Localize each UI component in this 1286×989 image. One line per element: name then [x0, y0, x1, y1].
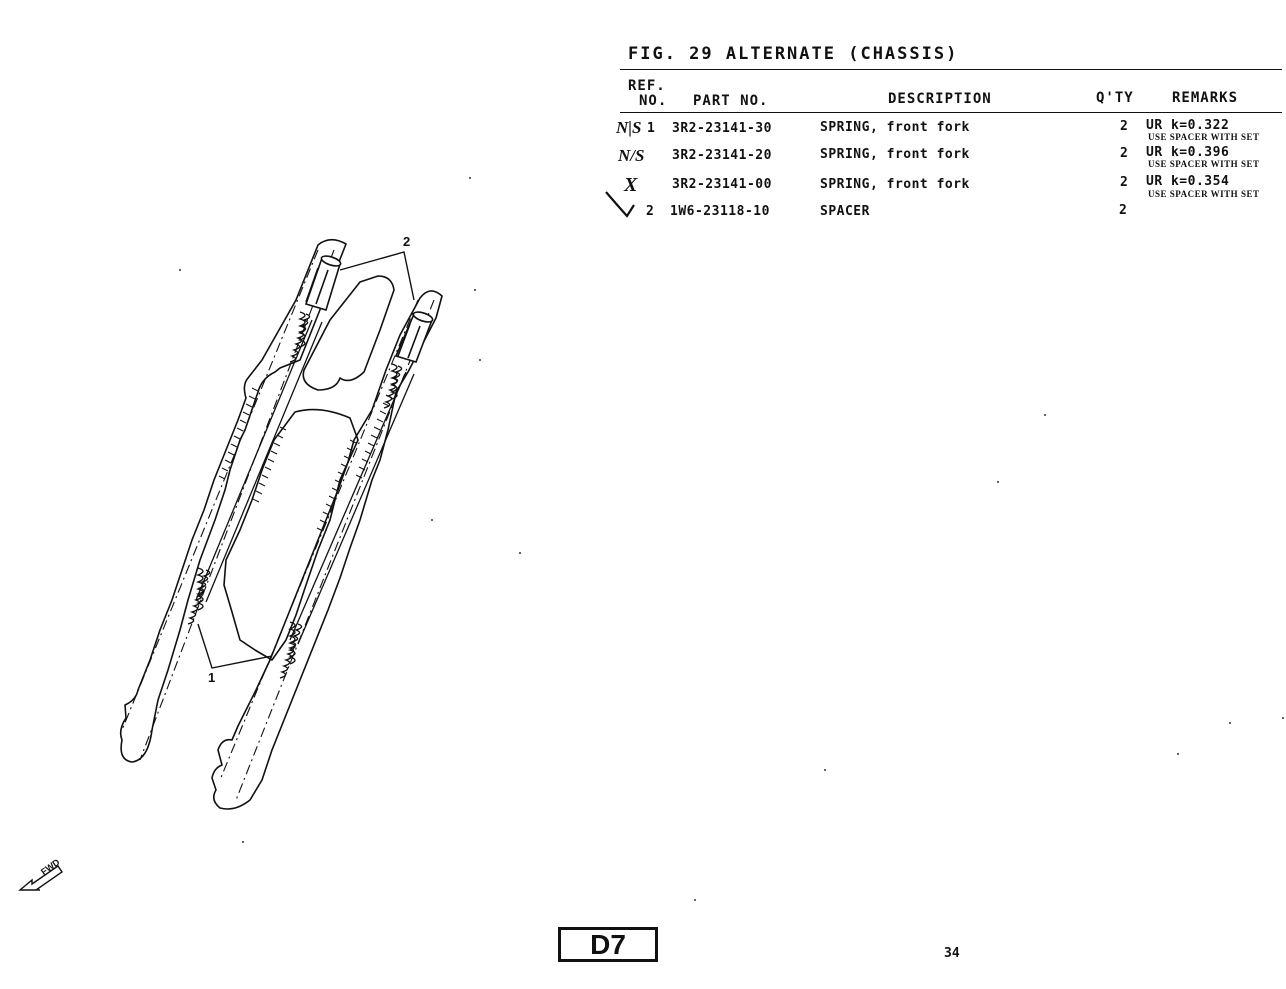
handwritten-mark: N|S	[616, 118, 642, 137]
page-number: 34	[944, 946, 960, 961]
description: SPRING, front fork	[820, 177, 970, 192]
ref-no: 1	[647, 121, 656, 136]
remarks: UR k=0.322	[1146, 118, 1230, 133]
col-remarks-label: REMARKS	[1172, 90, 1239, 106]
qty: 2	[1120, 175, 1129, 190]
remarks-note: USE SPACER WITH SET	[1148, 189, 1260, 199]
col-ref-label-2: NO.	[639, 93, 668, 109]
part-no: 1W6-23118-10	[670, 204, 770, 219]
ref-no: 2	[646, 204, 655, 219]
model-code-box: D7	[558, 927, 658, 962]
remarks: UR k=0.354	[1146, 174, 1230, 189]
col-part-no-label: PART NO.	[693, 93, 769, 109]
description: SPRING, front fork	[820, 147, 970, 162]
remarks-note: USE SPACER WITH SET	[1148, 159, 1260, 169]
callout-1: 1	[208, 670, 216, 685]
description: SPACER	[820, 204, 870, 219]
remarks: UR k=0.396	[1146, 145, 1230, 160]
col-ref-label-1: REF.	[628, 78, 666, 94]
col-qty-label: Q'TY	[1096, 90, 1134, 106]
qty: 2	[1119, 203, 1128, 218]
part-no: 3R2-23141-00	[672, 177, 772, 192]
handwritten-mark: X	[624, 174, 638, 196]
fwd-label: FWD	[38, 857, 62, 877]
figure-title: FIG. 29 ALTERNATE (CHASSIS)	[628, 44, 959, 64]
part-no: 3R2-23141-20	[672, 148, 772, 163]
col-description-label: DESCRIPTION	[888, 91, 992, 107]
qty: 2	[1120, 146, 1129, 161]
part-no: 3R2-23141-30	[672, 121, 772, 136]
description: SPRING, front fork	[820, 120, 970, 135]
remarks-note: USE SPACER WITH SET	[1148, 132, 1260, 142]
callout-2: 2	[403, 234, 411, 249]
handwritten-mark: N/S	[618, 146, 645, 165]
qty: 2	[1120, 119, 1129, 134]
